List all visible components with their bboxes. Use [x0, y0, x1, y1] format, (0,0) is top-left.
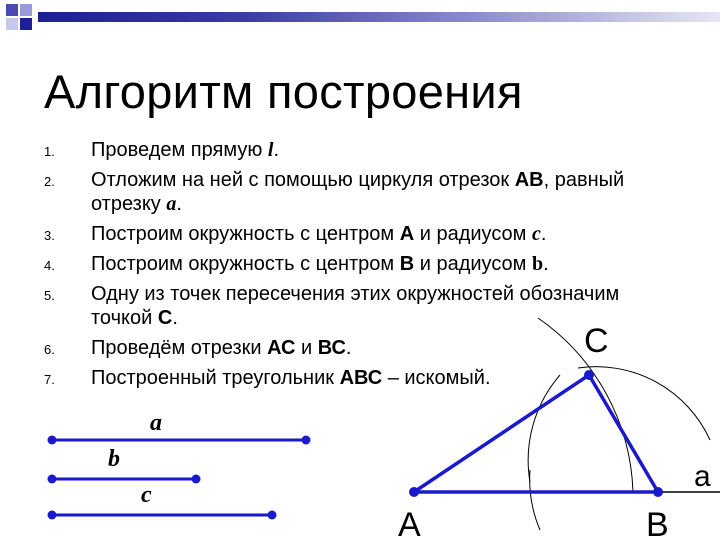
segment-c-label: c — [141, 482, 152, 508]
point-A-label: А — [398, 506, 421, 540]
step-text: Проведем прямую l. — [91, 139, 280, 161]
point-C-label: С — [584, 322, 609, 360]
point-B-label: В — [646, 506, 669, 540]
given-segment-b — [48, 475, 201, 484]
given-segment-c — [48, 511, 277, 520]
circle-center-B-arc — [528, 375, 560, 482]
line-label: а — [694, 460, 711, 493]
step-number: 5. — [44, 288, 55, 303]
step-number: 3. — [44, 228, 55, 243]
step-text: Проведём отрезки АС и ВС. — [91, 337, 352, 359]
given-segment-a — [48, 436, 311, 445]
circle-center-B-arc-top — [578, 367, 710, 440]
step-number: 4. — [44, 258, 55, 273]
step-text: Построим окружность с центром В и радиусом b. — [91, 253, 549, 275]
step-number: 6. — [44, 342, 55, 357]
step-number: 1. — [44, 144, 55, 159]
segment-a-label: a — [150, 410, 162, 436]
step-text: Построенный треугольник АВС – искомый. — [91, 367, 491, 389]
step-text: Отложим на ней с помощью циркуля отрезок АВ, равный отрезку a. — [91, 169, 625, 215]
triangle-ABC — [409, 370, 663, 497]
step-number: 7. — [44, 372, 55, 387]
circle-center-B-arc-2 — [530, 470, 540, 530]
segment-b-label: b — [108, 446, 120, 472]
page-title: Алгоритм построения — [44, 65, 523, 118]
step-text: Построим окружность с центром А и радиусом с. — [91, 223, 547, 245]
step-text: Одну из точек пересечения этих окружностей обозначим точкой С. — [91, 283, 620, 329]
step-number: 2. — [44, 174, 55, 189]
